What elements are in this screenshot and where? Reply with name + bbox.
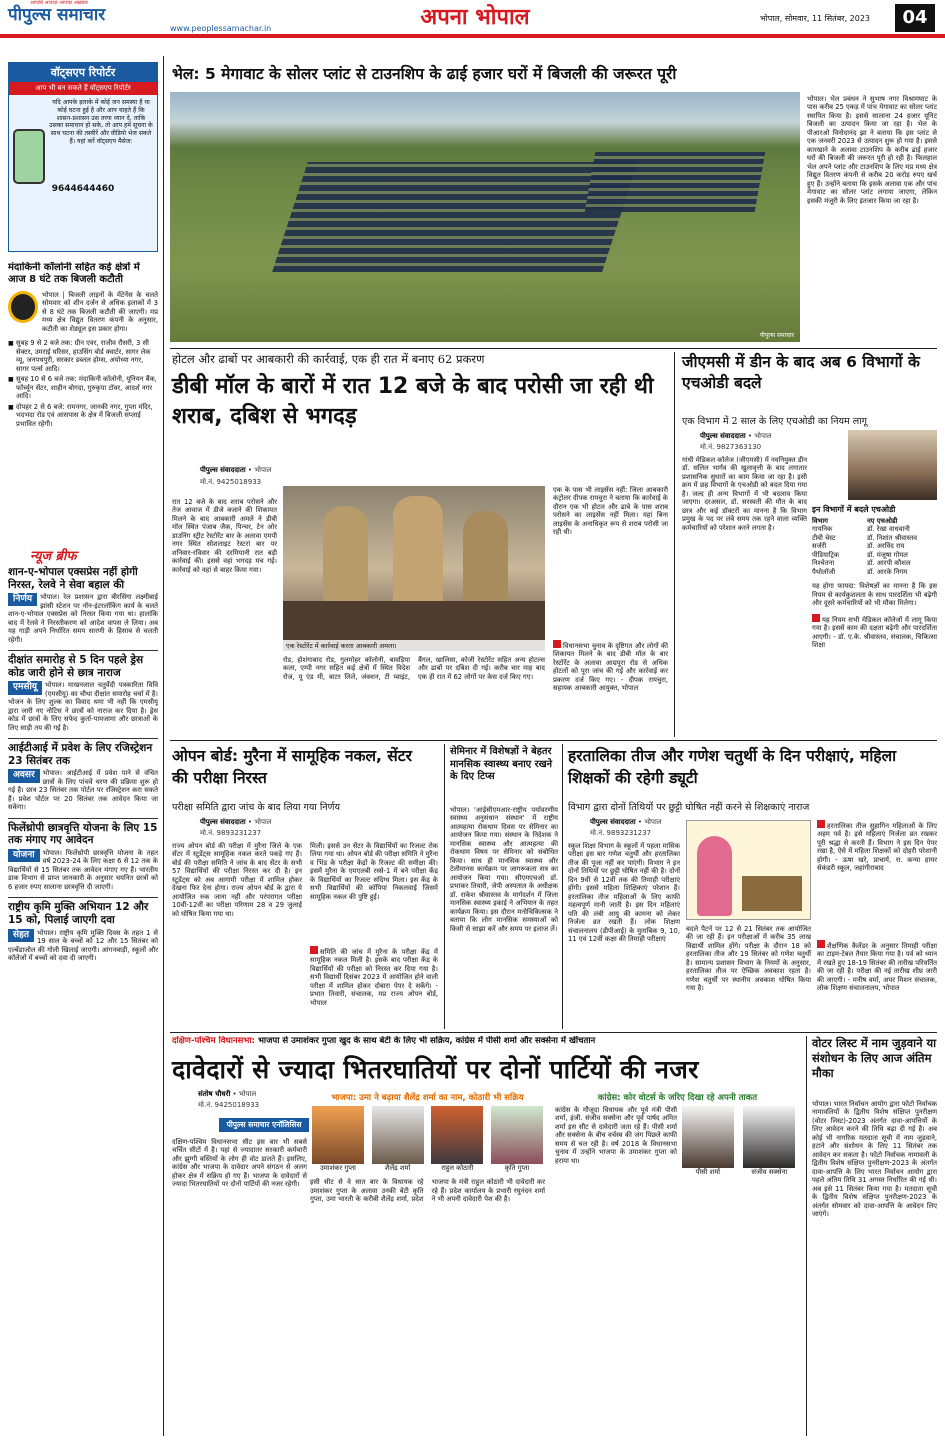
table-cell: पीडियाट्रिक xyxy=(812,550,840,559)
db-mall-officer-quote xyxy=(553,640,668,735)
brief-tag: योजना xyxy=(8,849,40,862)
column-rule xyxy=(562,744,563,1029)
election-headline: दावेदारों से ज्यादा भितरघातियों पर दोनों पार्टियों की नजर xyxy=(172,1055,699,1084)
reporter-name: पीपुल्स संवाददाता xyxy=(200,466,246,474)
brief-tag: एमसीयू xyxy=(8,681,42,694)
bjp-panel xyxy=(310,1092,545,1436)
table-cell: डॉ. निशांत श्रीवास्तव xyxy=(867,533,918,542)
teacher-figure xyxy=(697,836,732,916)
gmc-body: गांधी मेडिकल कॉलेज (जीएमसी) में नवनियुक्त डीन डॉ. सलिल भार्गव की खुलावृत्ती के बाद लगातार प्रशासनिक सुधारों का काम किया जा रहा है। इसी क्रम में छह विभागों के एचओडी को बदल दिया गया है। जल्द ही अन्य विभागों में भी बदलाव किया जाएगा। दरअसल, डॉ. सरस्वती की मौत के बाद छात्र और कई डॉक्टरों का मानना है कि विभाग प्रमुख के पद पर लंबे समय तक रहने वाला व्यक्ति कर्मचारियों को परेशान करने लगता है। xyxy=(682,456,807,532)
table-cell: सर्जरी xyxy=(812,542,827,551)
table-cell: डॉ. अरविंद राय xyxy=(867,542,905,551)
table-cell: पैथोलॉजी xyxy=(812,567,836,576)
quote-icon xyxy=(812,614,820,622)
table-cell: निश्चेतना xyxy=(812,559,835,568)
solar-panel-field xyxy=(585,152,766,212)
doctor-photo xyxy=(848,430,937,500)
solar-headline: भेल: 5 मेगावाट के सोलर प्लांट से टाउनशिप के ढाई हजार घरों में बिजली की जरूरत पूरी xyxy=(172,65,677,83)
brief-item xyxy=(8,901,158,962)
list-item: ■ सुबह 9 से 2 बजे तक: ग्रीन एवर, राजीव रौसरी, 3 सी सेक्टर, उमराई घरिसर, हाउसिंग बोर्ड क्वार्टर, सागर लेक व्यू, जनपथपुरी, सरकार डब्लल होम्स, अयोध्या नगर, सागर पर्ल्स आदि। xyxy=(8,339,158,373)
quote-icon xyxy=(553,640,561,648)
teacher-cartoon xyxy=(686,820,811,920)
quote-text: यह नियम सभी मेडिकल कॉलेजों में लागू किया गया है। इससे काम की दक्षता बढ़ेगी और पारदर्शिता आएगी। - डॉ. ए.के. श्रीवास्तव, संचालक, चिकित्सा शिक्षा xyxy=(812,615,937,650)
brief-item xyxy=(8,742,158,812)
table-row xyxy=(812,559,937,567)
quote-icon xyxy=(310,946,318,954)
candidate-card xyxy=(370,1106,426,1172)
candidate-name: संजीव सक्सेना xyxy=(751,1168,788,1176)
candidate-photo xyxy=(682,1106,734,1168)
table-cell: डॉ. मंजूषा गोयल xyxy=(867,550,908,559)
open-board-col2: मिली। इससे उन सेंटर के विद्यार्थियों का रिजल्ट रोक लिया गया था। ओपन बोर्ड की परीक्षा समिति ने मुरैना व भिंड के परीक्षा केंद्रों के रिजल्ट की समीक्षा की। इसमें मुरैना के एमएलबी रस्से-1 में बने परीक्षा केंद्र के विद्यार्थियों का रिजल्ट संदिग्ध मिला। इस केंद्र के सभी विद्यार्थियों की कॉपियां निकलवाई जिसमें सामूहिक नकल की पुष्टि हुई। xyxy=(310,842,438,901)
quote-text: हरतालिका तीज सुहागिन महिलाओं के लिए अहम पर्व है। इसे महिलाएं निर्जला व्रत रखकर पूरी श्रद्धा से करती हैं। विभाग ने इस दिन पेपर रखा है, ऐसे में महिला शिक्षकों को दोहरी परेशानी होगी। - ऊषा खरे, प्राचार्य, रा. कन्या हायर सेकंडरी स्कूल, जहांगीराबाद xyxy=(817,822,937,873)
phone-icon xyxy=(13,129,45,184)
congress-panel xyxy=(555,1092,800,1436)
quote-icon xyxy=(817,940,825,948)
election-byline: संतोष चौधरी • भोपाल xyxy=(198,1090,257,1098)
power-cut-article xyxy=(8,262,158,532)
power-cut-headline: मंदाकिनी कॉलोनी सहित कई क्षेत्रों में आज 8 घंटे तक बिजली कटौती xyxy=(8,262,140,285)
gmc-benefit: यह होगा फायदा: विशेषज्ञों का मानना है कि इस नियम से कार्यकुशलता के साथ पारदर्शिता भी बढ़ेगी और दूसरे कर्मचारियों को भी मौका मिलेगा। xyxy=(812,582,937,608)
gmc-hod-table xyxy=(812,505,937,650)
election-mobile: मो.नं. 9425018933 xyxy=(198,1101,260,1109)
byline-location: भोपाल xyxy=(254,818,272,826)
congress-body: कांग्रेस के मौजूदा विधायक और पूर्व मंत्री पीसी शर्मा, इंजी. संजीव सक्सेना और पूर्व पार्षद अमित शर्मा इस सीट से दावेदारी जता रहे हैं। पीसी शर्मा और सक्सेना के बीच वर्चस्व की जंग पिछले काफी समय से चल रही है। वर्ष 2018 के विधानसभा चुनाव में उन्होंने भाजपा के उमाशंकर गुप्ता को हराया था। xyxy=(555,1106,677,1165)
open-board-byline: पीपुल्स संवाददाता • भोपाल xyxy=(200,818,272,826)
candidate-name: राहुल कोठारी xyxy=(441,1164,474,1172)
list-item: ■ सुबह 10 से 6 बजे तक: मंदाकिनी कॉलोनी, यूनियन बैंक, फॉर्च्यून सेंटर, शाहीन बोगदा, गुरुकृपा टॉवर, आदर्श नगर आदि। xyxy=(8,375,158,400)
brand-tagline: आपकी आवाज़ आपका अख़बार xyxy=(30,0,88,6)
whatsapp-number[interactable]: 9644644460 xyxy=(51,184,115,194)
teej-quote-1 xyxy=(817,820,937,935)
db-mall-col1: रात 12 बजे के बाद शराब परोसने और तेज आवाज में डीजे बजाने की शिकायत मिलने के बाद आबकारी अमले ने डीबी मॉल स्थित पंजाब जैक, पिन्चर, टेन ओर डाउनिंग स्ट्रीट रेस्टोरेंट बार के अलावा एमपी नगर स्थित सोशलाइट रेस्टरां बार पर शनिवार-रविवार की दरमियानी रात बड़ी कार्रवाई की। इससे वहां भगदड़ मच गई। कार्रवाई को वहां से बाहर किया गया। xyxy=(172,498,277,574)
masthead-rule xyxy=(0,34,945,38)
page-number: 04 xyxy=(895,4,935,32)
gmc-mobile: मो.नं. 9827363130 xyxy=(700,443,762,451)
brief-body: भोपाल। रेल प्रशासन द्वारा बीरसिंगा लक्ष्मीबाई झांसी स्टेशन पर नॉन-इंटरलॉकिंग कार्य के चलते शान-ए-भोपाल एक्सप्रेस को निरस्त किया गया था। हालांकि बाद में रेलवे ने निरस्तीकरण को आदेश वापस ले लिया। अब यह गाड़ी अपने निर्धारित समय सारणी के हिसाब से चलती रहेगी। xyxy=(8,593,158,644)
candidate-card xyxy=(310,1106,366,1172)
table-cell: गायनिक xyxy=(812,525,833,534)
quote-text: समिति की जांच में मुरैना के परीक्षा केंद्र में सामूहिक नकल मिली है। इसके बाद परीक्षा केंद्र के विद्यार्थियों की परीक्षा को निरस्त कर दिया गया है। सभी विद्यार्थी दिसंबर 2023 में आयोजित होने वाली परीक्षा में शामिल होकर दोबारा पेपर दे सकेंगे। - प्रभात तिवारी, संचालक, मप्र राज्य ओपन बोर्ड, भोपाल xyxy=(310,948,438,1007)
whatsapp-title: वॉट्सएप रिपोर्टर xyxy=(9,63,157,82)
gmc-headline: जीएमसी में डीन के बाद अब 6 विभागों के एचओडी बदले xyxy=(682,353,920,392)
byline-location: भोपाल xyxy=(238,1090,257,1098)
table-row xyxy=(812,542,937,550)
gmc-subhead: एक विभाग में 2 साल के लिए एचओडी का नियम लागू xyxy=(682,416,867,427)
news-brief-title: न्यूज ब्रीफ xyxy=(30,549,77,564)
section-title: अपना भोपाल xyxy=(420,4,530,30)
candidate-name: शैलेंद्र शर्मा xyxy=(384,1164,411,1172)
candidate-name: पीसी शर्मा xyxy=(695,1168,721,1176)
power-cut-body: भोपाल | बिजली लाइनों के मेंटेनेंस के चलते सोमवार को शीन दर्जन से अधिक इलाकों में 3 से 8 घंटे तक बिजली कटौती की जाएगी। मप्र मध्य क्षेत्र विद्युत वितरण कंपनी के अनुसार, कटौती का शेड्यूल इस प्रकार होगा। xyxy=(42,291,158,333)
candidate-photo xyxy=(491,1106,543,1164)
byline-location: भोपाल xyxy=(754,432,772,440)
excise-raid-photo xyxy=(283,486,545,651)
candidate-card xyxy=(742,1106,797,1426)
brief-headline: फिलेंथ्रोपी छात्रवृत्ति योजना के लिए 15 तक मंगाए गए आवेदन xyxy=(8,821,158,847)
teej-byline: पीपुल्स संवाददाता • भोपाल xyxy=(590,818,662,826)
reporter-name: पीपुल्स संवाददाता xyxy=(590,818,636,826)
byline-location: भोपाल xyxy=(644,818,662,826)
table-cell: टीबी चेस्ट xyxy=(812,533,836,542)
byline-location: भोपाल xyxy=(254,466,272,474)
db-mall-mobile: मो.नं. 9425018933 xyxy=(200,478,262,486)
reporter-name: संतोष चौधरी xyxy=(198,1090,231,1098)
open-board-col1: राज्य ओपन बोर्ड की परीक्षा में मुरैना जिले के एक सेंटर में स्टूडेंट्स सामूहिक नकल करते पकड़े गए हैं। बोर्ड की परीक्षा समिति ने जांच के बाद सेंटर के सभी 57 विद्यार्थियों की परीक्षा निरस्त कर दी है। इन स्टूडेंट्स को अब आगामी परीक्षा में शामिल होकर देखना फिर देना होगा। राज्य ओपन बोर्ड के द्वारा ये आयोजित रुक जाना नहीं और परंपरागत परीक्षा 10वीं-12वीं का परीक्षा परिणाम 28 व 29 जुलाई को घोषित किया गया था। xyxy=(172,842,302,918)
brief-tag: सेहत xyxy=(8,929,34,942)
quote-icon xyxy=(817,820,825,828)
analysis-tag: पीपुल्स समाचार एनॉलिसिस xyxy=(219,1118,309,1132)
website[interactable]: www.peoplessamachar.in xyxy=(170,24,272,33)
brief-headline: दीक्षांत समारोह से 5 दिन पहले ड्रेस कोड जारी होने से छात्र नाराज xyxy=(8,654,144,679)
table-title: इन विभागों में बदले एचओडी xyxy=(812,505,896,514)
table-cell: डॉ. रेखा वाधवानी xyxy=(867,525,910,534)
voter-list-body: भोपाल। भारत निर्वाचन आयोग द्वारा फोटो निर्वाचक नामावलियों के द्वितीय विशेष संक्षिप्त पुनरीक्षण (वोटर लिस्ट)-2023 अंतर्गत दावा-आपत्तियों के लिए आवेदन करने की तिथि बढ़ा दी गई है। अब कोई भी नागरिक मतदाता सूची में नाम जुड़वाने, हटाने और संशोधन के लिए 11 सितंबर तक आवेदन कर सकता है। फोटो निर्वाचक नामावली के द्वितीय विशेष संक्षिप्त पुनरीक्षण-2023 के अंतर्गत दावा-आपत्ति के लिए भारत निर्वाचन आयोग द्वारा पहले अंतिम तिथि 31 अगस्त निर्धारित की गई थी। अब इसे 11 सितंबर किया गया है। मतदाता सूची के द्वितीय विशेष संक्षिप्त पुनरीक्षण-2023 के अंतर्गत सोमवार को दावा-आपत्ति के आवेदन लिए जाएंगे। xyxy=(812,1100,937,1219)
congress-title: कांग्रेस: कोर वोटर्स के जरिए दिखा रहे अपनी ताकत xyxy=(597,1093,758,1103)
teej-col2: बदले पैटर्न पर 12 से 21 सितंबर तक आयोजित की जा रही हैं। इन परीक्षाओं में करीब 35 लाख विद्यार्थी शामिल होंगे। परीक्षा के दौरान 18 को हरतालिका तीज और 19 सितंबर को गणेश चतुर्थी है। सामान्य प्रशासन विभाग के नियमों के अनुसार, हरतालिका तीज पर ऐच्छिक अवकाश रहता है। गणेश चतुर्थी पर स्थानीय अवकाश घोषित किया गया है। xyxy=(686,925,811,993)
column-rule xyxy=(674,352,675,737)
whatsapp-subtitle: आप भी बन सकते हैं वॉट्सएप रिपोर्टर xyxy=(9,82,157,95)
table-cell: डॉ. आरके निगम xyxy=(867,567,908,576)
gmc-byline: पीपुल्स संवाददाता • भोपाल xyxy=(700,432,772,440)
reporter-name: पीपुल्स संवाददाता xyxy=(200,818,246,826)
db-mall-kicker: होटल और ढाबों पर आबकारी की कार्रवाई, एक ही रात में बनाए 62 प्रकरण xyxy=(172,352,485,366)
masthead xyxy=(0,0,945,38)
quote-text: शैक्षणिक कैलेंडर के अनुसार तिमाही परीक्षा का टाइम-टेबल तैयार किया गया है। पर्व को ध्यान में रखते हुए 18-19 सितंबर की तारीख परिवर्तित की जा रही है। परीक्षा की नई तारीख शीघ्र जारी की जाएगी। - मनीष वर्मा, अपर मिशन संचालक, लोक शिक्षण संचालनालय, भोपाल xyxy=(817,942,937,993)
candidate-photo xyxy=(372,1106,424,1164)
whatsapp-body: यदि आपके इलाके में कोई जन समस्या है या कोई घटना हुई है और आप चाहते हैं कि शासन-प्रशासन उस तरफ ध्यान दे, ताकि उसका समाधान हो सके, तो आप हमें सूचना के साथ घटना की तस्वीरें और वीडियो भेज सकते हैं। यहां करें वॉट्सएप मैसेज: xyxy=(49,99,153,145)
teej-quote-2 xyxy=(817,940,937,1030)
candidate-card xyxy=(680,1106,735,1426)
candidate-photo xyxy=(312,1106,364,1164)
candidate-name: उमाशंकर गुप्ता xyxy=(320,1164,356,1172)
list-item: ■ दोपहर 2 से 6 बजे: रामनगर, जानकी नगर, गुप्ता मंदिर, भदभदा रोड एवं आसपास के क्षेत्र में बिजली सप्लाई प्रभावित रहेगी। xyxy=(8,403,158,428)
voter-list-headline: वोटर लिस्ट में नाम जुड़वाने या संशोधन के लिए आज अंतिम मौका xyxy=(812,1036,937,1080)
table-header: नए एचओडी xyxy=(867,517,898,525)
kicker-label: दक्षिण-पश्चिम विधानसभा: xyxy=(172,1036,255,1046)
reporter-name: पीपुल्स संवाददाता xyxy=(700,432,746,440)
section-rule xyxy=(170,348,937,349)
teej-mobile: मो.नं. 9893231237 xyxy=(590,829,652,837)
section-rule xyxy=(170,740,937,741)
brief-body: भोपाल। फिलेंथ्रोपी छात्रवृत्ति योजना के तहत वर्ष 2023-24 के लिए कक्षा 6 से 12 तक के विद्यार्थियों से 15 सितंबर तक आवेदन मंगाए गए हैं। भारतीय डाक विभाग से प्राप्त जानकारी के अनुसार चयनित छात्रों को 6 हजार रुपए सालाना छात्रवृत्ति दी जाएगी। xyxy=(8,848,158,891)
open-board-subhead: परीक्षा समिति द्वारा जांच के बाद लिया गया निर्णय xyxy=(172,802,340,813)
section-rule xyxy=(170,1032,937,1033)
open-board-quote xyxy=(310,946,438,1026)
power-cut-list xyxy=(8,339,158,428)
brief-headline: शान-ए-भोपाल एक्सप्रेस नहीं होगी निरस्त, रेलवे ने सेवा बहाल की xyxy=(8,566,138,591)
news-brief-column xyxy=(8,566,158,1434)
table-header: विभाग xyxy=(812,517,828,525)
photo-caption: एक रेस्टोरेंट में कार्रवाई करता आबकारी अमला। xyxy=(283,640,545,651)
brief-body: भोपाल। राष्ट्रीय कृमि मुक्ति दिवस के तहत 1 से 19 साल के बच्चों को 12 और 15 सितंबर को एल्बेंडाजोल की गोली खिलाई जाएगी। आंगनबाड़ी, स्कूलों और कॉलेजों में बच्चों को दवा दी जाएगी। xyxy=(8,928,158,963)
election-body: दक्षिण-पश्चिम विधानसभा सीट इस बार भी सबसे चर्चित सीटों में है। यहां से ज्यादातर सरकारी कर्मचारी और झुग्गी बस्तियों के लोग ही वोट डालते हैं। इसलिए, कांग्रेस और भाजपा के दावेदार अपने संगठन से अलग होकर क्षेत्र में सक्रिय हो गए हैं। भाजपा के दावेदारों से ज्यादा भितरघातियों पर दोनों पार्टियों की नजर रहेगी। xyxy=(172,1138,307,1189)
kicker-text: भाजपा से उमाशंकर गुप्ता खुद के साथ बेटी के लिए भी सक्रिय, कांग्रेस में पीसी शर्मा और सक्सेना में खींचतान xyxy=(257,1036,596,1046)
db-mall-col2: रोड, होशंगाबाद रोड, गुलमोहर कॉलोनी, बावड़िया कला, एम्पी नगर सहित कई क्षेत्रों में स्थित विदेश रोज, यू एंड मी, बाटर लिले, जंक्शन, टी प्वाइंट, बैंगल, खालिसा, कोजी रेस्टोरेंट सहित अन्य होटल्स और ढाबों पर दबिश दी गई। करीब चार माह बाद एक ही रात में 62 लोगों पर केस दर्ज किए गए। xyxy=(283,656,545,681)
quote-text: विधानसभा चुनाव के दृष्टिगत और लोगों की शिकायत मिलने के बाद डीबी मॉल के बार रेस्टोरेंट के अलावा आम्रपूरा रोड से अधिक होटलों को पूरा जांच की गई और कार्रवाई कर प्रकरण दर्ज किए गए। - दीपक रायचुरा, सहायक आबकारी आयुक्त, भोपाल xyxy=(553,642,668,693)
open-board-mobile: मो.नं. 9893231237 xyxy=(200,829,262,837)
bjp-title: भाजपा: उमा ने बढ़ाया शैलेंद्र शर्मा का नाम, कोठारी भी सक्रिय xyxy=(331,1093,524,1103)
dateline: भोपाल, सोमवार, 11 सितंबर, 2023 xyxy=(760,14,871,23)
open-board-headline: ओपन बोर्ड: मुरैना में सामूहिक नकल, सेंटर की परीक्षा निरस्त xyxy=(172,747,412,787)
brief-tag: निर्णय xyxy=(8,593,37,606)
student-desk xyxy=(742,876,802,911)
db-mall-byline: पीपुल्स संवाददाता • भोपाल xyxy=(200,466,272,474)
teej-subhead: विभाग द्वारा दोनों तिथियों पर छुट्टी घोषित नहीं करने से शिक्षकाएं नाराज xyxy=(568,802,810,813)
brief-item xyxy=(8,566,158,644)
table-row xyxy=(812,525,937,533)
brief-item xyxy=(8,654,158,732)
bjp-body: इसी सीट से वे सात बार के विधायक रहे उमाशंकर गुप्ता के अलावा उनकी बेटी कृति गुप्ता, उमा भारती के करीबी शैलेंद्र शर्मा, प्रदेश भाजपा के मंत्री राहुल कोठारी भी दावेदारी कर रहे हैं। प्रदेश कार्यालय के प्रभारी रघुनंदन शर्मा ने भी अपनी दावेदारी पेश की है। xyxy=(310,1178,545,1204)
candidate-photo xyxy=(431,1106,483,1164)
brand-name: पीपुल्स समाचार xyxy=(8,5,106,25)
teej-col1: स्कूल शिक्षा विभाग के स्कूलों में पहला मासिक परीक्षा इस बार गणेश चतुर्थी और हरतालिका तीज की पूजा नहीं कर पाएंगी। विभाग ने इन दोनों तिथियों पर छुट्टी घोषित नहीं की है। दोनों दिन 9वीं से 12वीं तक की तिमाही परीक्षाएं होंगी। इससे महिला शिक्षिकाएं परेशान हैं। हरतालिका तीज महिलाओं के लिए काफी महत्वपूर्ण मानी जाती है। इस दिन महिलाएं पति की लंबी आयु की कामना को लेकर निर्जला व्रत रखती हैं। लोक शिक्षण संचालनालय (डीपीआई) के मुताबिक 9, 10, 11 एवं 12वीं कक्षा की तिमाही परीक्षाएं xyxy=(568,842,680,944)
brief-body: भोपाल। आईटीआई में प्रवेश पाने से वंचित छात्रों के लिए पांचवें चरण की प्रक्रिया शुरू हो गई है। छात्र 23 सितंबर तक पोर्टल पर रजिस्ट्रेशन करा सकते हैं। प्रवेश पोर्टल पर 20 सितंबर तक आवेदन किया जा सकेगा। xyxy=(8,769,158,812)
gmc-quote xyxy=(812,614,937,650)
bulb-icon xyxy=(8,291,38,323)
db-mall-headline: डीबी मॉल के बारों में रात 12 बजे के बाद परोसी जा रही थी शराब, दबिश से भगदड़ xyxy=(172,374,654,429)
solar-body: भोपाल। भेल प्रबंधन ने सुभाष नगर विश्रामघाट के पास करीब 25 एकड़ में पांच मेगावाट का सोलर प्लांट स्थापित किया है। इससे सालाना 24 हजार यूनिट बिजली का उत्पादन किया जा रहा है। भेल के पीआरओ विनोदानंद झा ने बताया कि इस प्लांट से एक जनवरी 2023 से उत्पादन शुरू हो गया है। इससे कारखाने के अलावा टाउनशिप के करीब ढाई हजार घरों की बिजली की जरूरत पूरी हो रही है। फिलहाल भेल अपने प्लांट और टाउनशिप के लिए मप्र मध्य क्षेत्र विद्युत वितरण कंपनी से करीब 20 करोड़ रुपए खर्च हुए हैं। उन्होंने बताया कि इसके अलावा एक और पांच मेगावाट का सोलर प्लांट लगाया जाएगा, लेकिन इसकी मंजूरी के लिए इंतजार किया जा रहा है। xyxy=(807,95,937,205)
teej-headline: हरतालिका तीज और गणेश चतुर्थी के दिन परीक्षाएं, महिला शिक्षकों की रहेगी ड्यूटी xyxy=(568,747,897,787)
brief-item xyxy=(8,822,158,892)
brief-headline: आईटीआई में प्रवेश के लिए रजिस्ट्रेशन 23 सितंबर तक xyxy=(8,742,153,767)
candidate-card xyxy=(429,1106,485,1172)
whatsapp-box xyxy=(8,62,158,252)
photo-credit: पीपुल्स समाचार xyxy=(759,332,794,339)
column-rule xyxy=(444,744,445,1029)
table-row xyxy=(812,568,937,576)
candidate-photo xyxy=(743,1106,795,1168)
candidate-name: कृति गुप्ता xyxy=(504,1164,530,1172)
db-mall-col3: एक के पास भी लाइसेंस नहीं: जिला आबकारी कंट्रोलर दीपक रायचुरा ने बताया कि कार्रवाई के दौरान एक भी होटल और ढाबे के पास शराब परोसने का लाइसेंस नहीं मिला। यहां बिना लाइसेंस के अनाधिकृत रूप से शराब परोसी जा रही थी। xyxy=(553,486,668,537)
solar-plant-photo xyxy=(170,92,800,342)
solar-panel-field xyxy=(272,162,638,272)
candidate-card xyxy=(489,1106,545,1172)
election-kicker xyxy=(172,1036,802,1047)
brief-body: भोपाल। माखनलाल चतुर्वेदी पत्रकारिता विवि (एमसीयू) का चौथा दीक्षांत समारोह चर्चा में है। भोजन के लिए शुल्क का विवाद थमा भी नहीं कि एमसीयू द्वारा जारी नए नोटिस ने छात्रों को नाराज कर दिया है। ड्रेस कोड में छात्रों के लिए सफेद कुर्ता-पायजामा और छात्राओं के लिए साड़ी तय की गई है। xyxy=(8,681,158,732)
table-cell: डॉ. आरपी कौशल xyxy=(867,559,911,568)
sidebar-divider xyxy=(163,56,164,1436)
column-rule xyxy=(806,1036,807,1436)
seminar-headline: सेमिनार में विशेषज्ञों ने बेहतर मानसिक स्वास्थ्य बनाए रखने के दिए टिप्स xyxy=(450,746,553,783)
brief-tag: अवसर xyxy=(8,769,40,782)
seminar-body: भोपाल। 'आईसीएमआर-राष्ट्रीय पर्यावरणीय स्वास्थ्य अनुसंधान संस्थान' में राष्ट्रीय आत्महत्या रोकथाम दिवस पर सेमिनार का आयोजन किया गया। संस्थान के निदेशक ने मानसिक स्वास्थ्य और आत्महत्या की रोकथाम विषय पर सेमिनार को संबोधित किया। साथ ही मानसिक स्वास्थ्य और टेलीमानस कार्यक्रम पर जागरूकता सत्र का आयोजन किया गया। सीएमएचओ डॉ. प्रभाकर तिवारी, जेपी अस्पताल के अधीक्षक डॉ. राकेश श्रीवास्तव के मार्गदर्शन में जिला मानसिक स्वास्थ्य इकाई ने अभियान के तहत कार्यक्रम किया। इस दौरान मनोचिकित्सक ने बताया कि लोग मानसिक समस्याओं को किसी से साझा करें और समय पर इलाज लें। xyxy=(450,806,558,933)
brief-headline: राष्ट्रीय कृमि मुक्ति अभियान 12 और 15 को, पिलाई जाएगी दवा xyxy=(8,901,149,926)
